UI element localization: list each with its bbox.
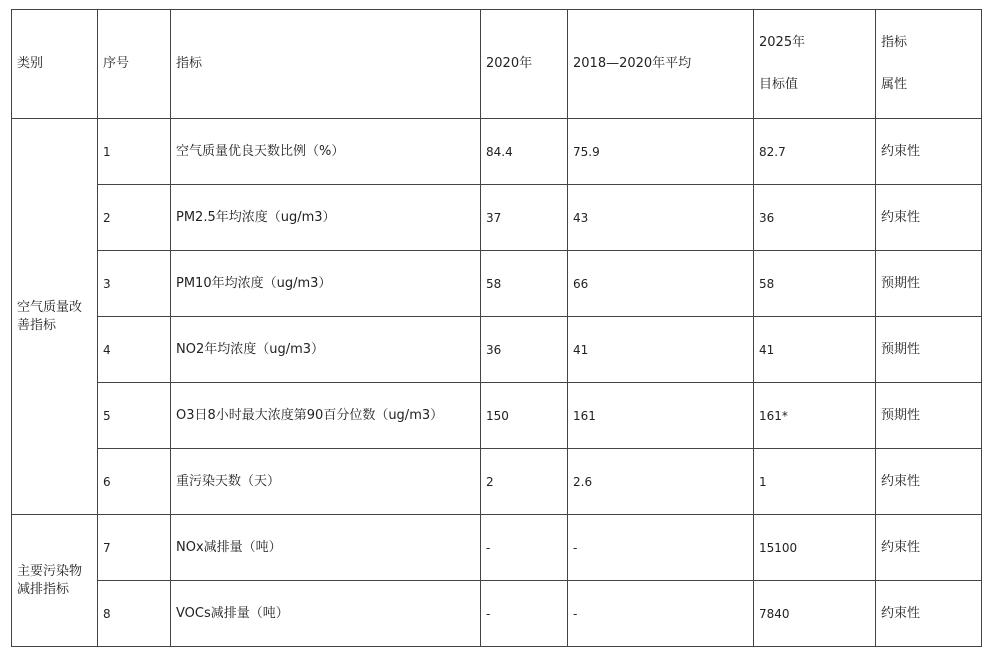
cell-average: 43 bbox=[568, 185, 754, 251]
table-row bbox=[12, 119, 982, 185]
cell-indicator: NOx减排量（吨） bbox=[171, 515, 481, 581]
header-row bbox=[12, 10, 982, 119]
cell-index: 7 bbox=[98, 515, 171, 581]
table-row bbox=[12, 185, 982, 251]
cell-average: - bbox=[568, 581, 754, 647]
cell-attribute: 预期性 bbox=[876, 383, 982, 449]
header-attribute-line1: 指标 bbox=[881, 35, 908, 50]
cell-attribute: 约束性 bbox=[876, 449, 982, 515]
header-average: 2018—2020年平均 bbox=[568, 10, 754, 119]
cell-2020: 58 bbox=[481, 251, 568, 317]
cell-index: 4 bbox=[98, 317, 171, 383]
cell-indicator: 空气质量优良天数比例（%） bbox=[171, 119, 481, 185]
header-target bbox=[754, 10, 876, 119]
cell-index: 6 bbox=[98, 449, 171, 515]
cell-2020: 84.4 bbox=[481, 119, 568, 185]
cell-2020: 2 bbox=[481, 449, 568, 515]
header-target-line2: 目标值 bbox=[759, 77, 799, 92]
cell-2020: - bbox=[481, 581, 568, 647]
cell-target: 58 bbox=[754, 251, 876, 317]
cell-index: 2 bbox=[98, 185, 171, 251]
cell-2020: 36 bbox=[481, 317, 568, 383]
cell-indicator: PM2.5年均浓度（ug/m3） bbox=[171, 185, 481, 251]
cell-average: 161 bbox=[568, 383, 754, 449]
cell-2020: 37 bbox=[481, 185, 568, 251]
header-attribute-line2: 属性 bbox=[881, 77, 908, 92]
table-row bbox=[12, 317, 982, 383]
cell-indicator: VOCs减排量（吨） bbox=[171, 581, 481, 647]
cell-target: 36 bbox=[754, 185, 876, 251]
cell-average: 2.6 bbox=[568, 449, 754, 515]
cell-indicator: O3日8小时最大浓度第90百分位数（ug/m3） bbox=[171, 383, 481, 449]
cell-target: 1 bbox=[754, 449, 876, 515]
cell-target: 15100 bbox=[754, 515, 876, 581]
cell-indicator: NO2年均浓度（ug/m3） bbox=[171, 317, 481, 383]
table-row bbox=[12, 581, 982, 647]
cell-target: 41 bbox=[754, 317, 876, 383]
category-emission-reduction: 主要污染物减排指标 bbox=[12, 515, 98, 647]
cell-target: 161* bbox=[754, 383, 876, 449]
cell-average: 66 bbox=[568, 251, 754, 317]
cell-index: 3 bbox=[98, 251, 171, 317]
table-row bbox=[12, 251, 982, 317]
cell-2020: - bbox=[481, 515, 568, 581]
cell-attribute: 预期性 bbox=[876, 317, 982, 383]
cell-attribute: 约束性 bbox=[876, 515, 982, 581]
cell-attribute: 约束性 bbox=[876, 581, 982, 647]
table-row bbox=[12, 515, 982, 581]
header-indicator: 指标 bbox=[171, 10, 481, 119]
cell-indicator: 重污染天数（天） bbox=[171, 449, 481, 515]
indicator-table bbox=[11, 9, 982, 647]
table-row bbox=[12, 383, 982, 449]
category-air-quality: 空气质量改善指标 bbox=[12, 119, 98, 515]
cell-average: - bbox=[568, 515, 754, 581]
header-attribute bbox=[876, 10, 982, 119]
cell-index: 1 bbox=[98, 119, 171, 185]
cell-average: 41 bbox=[568, 317, 754, 383]
header-category: 类别 bbox=[12, 10, 98, 119]
cell-attribute: 约束性 bbox=[876, 119, 982, 185]
cell-target: 82.7 bbox=[754, 119, 876, 185]
header-index: 序号 bbox=[98, 10, 171, 119]
table-row bbox=[12, 449, 982, 515]
cell-attribute: 预期性 bbox=[876, 251, 982, 317]
cell-indicator: PM10年均浓度（ug/m3） bbox=[171, 251, 481, 317]
cell-index: 5 bbox=[98, 383, 171, 449]
header-target-line1: 2025年 bbox=[759, 35, 806, 50]
header-2020: 2020年 bbox=[481, 10, 568, 119]
cell-index: 8 bbox=[98, 581, 171, 647]
cell-2020: 150 bbox=[481, 383, 568, 449]
cell-target: 7840 bbox=[754, 581, 876, 647]
cell-average: 75.9 bbox=[568, 119, 754, 185]
cell-attribute: 约束性 bbox=[876, 185, 982, 251]
